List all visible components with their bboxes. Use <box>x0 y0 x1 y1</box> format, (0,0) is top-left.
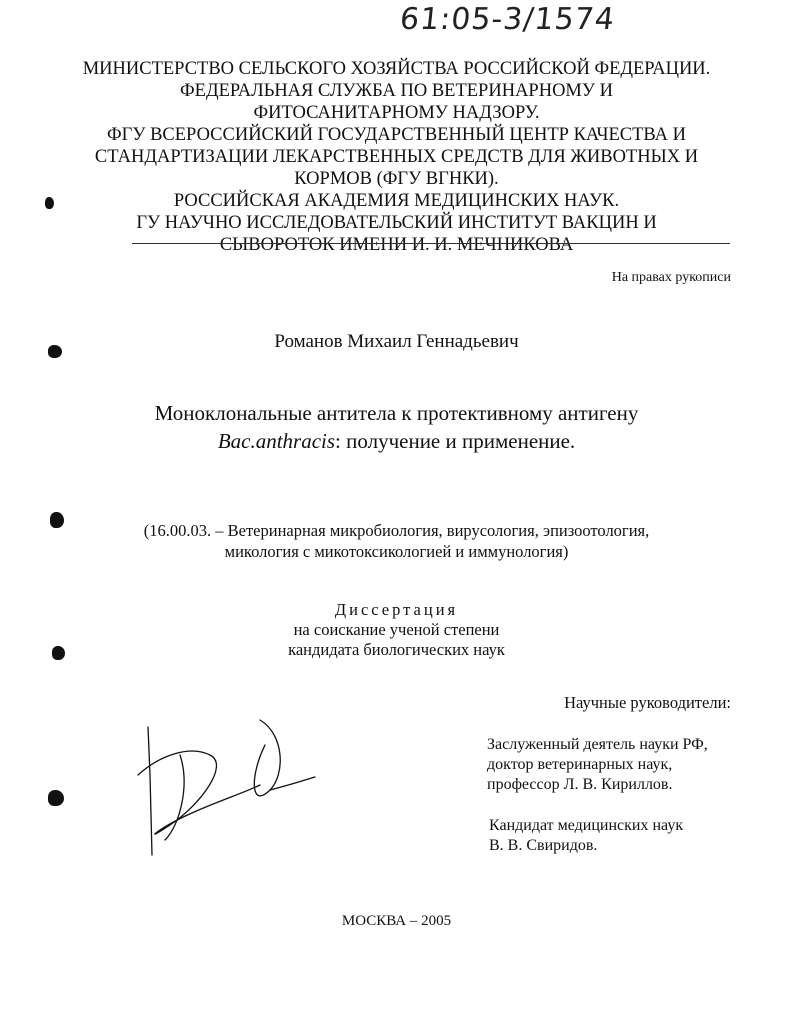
city-year: МОСКВА – 2005 <box>341 913 452 929</box>
specialty-code <box>0 520 793 562</box>
scan-blot <box>48 345 62 358</box>
specialty-line-1: (16.00.03. – Ветеринарная микробиология, вирусология, эпизоотология, <box>143 521 650 540</box>
dissertation-title <box>0 399 793 455</box>
title-line-1: Моноклональные антитела к протективному антигену <box>154 401 639 425</box>
dissertation-type <box>0 600 793 660</box>
author-name: Романов Михаил Геннадьевич <box>274 331 519 352</box>
degree-line-2: кандидата биологических наук <box>288 640 505 659</box>
header-line: СЫВОРОТОК ИМЕНИ И. И. МЕЧНИКОВА <box>219 235 574 255</box>
degree-line-1: на соискание ученой степени <box>293 620 500 639</box>
advisor-2-line-2: В. В. Свиридов. <box>489 837 598 854</box>
header-line: МИНИСТЕРСТВО СЕЛЬСКОГО ХОЗЯЙСТВА РОССИЙСКОЙ ФЕДЕРАЦИИ. <box>82 59 711 79</box>
rights-note: На правах рукописи <box>611 270 731 285</box>
scan-blot <box>52 646 65 660</box>
header-line: ГУ НАУЧНО ИССЛЕДОВАТЕЛЬСКИЙ ИНСТИТУТ ВАКЦИН И <box>136 213 657 233</box>
advisor-1-line-1: Заслуженный деятель науки РФ, <box>487 736 708 753</box>
header-divider <box>132 243 730 244</box>
title-line-2 <box>0 427 793 455</box>
advisors-label: Научные руководители: <box>564 693 731 712</box>
header-line: КОРМОВ (ФГУ ВГНКИ). <box>294 169 499 189</box>
header-line: ФЕДЕРАЛЬНАЯ СЛУЖБА ПО ВЕТЕРИНАРНОМУ И <box>180 81 613 101</box>
scan-blot <box>48 790 64 806</box>
advisor-1 <box>487 735 708 795</box>
header-line: СТАНДАРТИЗАЦИИ ЛЕКАРСТВЕННЫХ СРЕДСТВ ДЛЯ ЖИВОТНЫХ И <box>94 147 699 167</box>
scan-blot <box>45 197 54 209</box>
advisor-2-line-1: Кандидат медицинских наук <box>489 817 684 834</box>
header-line: РОССИЙСКАЯ АКАДЕМИЯ МЕДИЦИНСКИХ НАУК. <box>173 191 620 211</box>
dissertation-word: Диссертация <box>334 600 459 619</box>
archive-code: 61:05-3/1574 <box>398 2 617 37</box>
advisor-1-line-3: профессор Л. В. Кириллов. <box>487 776 673 793</box>
handwritten-signature <box>120 715 320 865</box>
specialty-line-2: микология с микотоксикологией и иммунология) <box>224 542 569 561</box>
title-organism: Bac.anthracis <box>217 429 336 453</box>
scan-blot <box>50 512 64 528</box>
header-line: ФИТОСАНИТАРНОМУ НАДЗОРУ. <box>253 103 540 123</box>
institution-header <box>0 58 793 256</box>
header-line: ФГУ ВСЕРОССИЙСКИЙ ГОСУДАРСТВЕННЫЙ ЦЕНТР КАЧЕСТВА И <box>107 125 686 145</box>
advisor-2 <box>489 816 683 856</box>
title-line-2-rest: : получение и применение. <box>335 429 576 453</box>
advisor-1-line-2: доктор ветеринарных наук, <box>487 756 673 773</box>
